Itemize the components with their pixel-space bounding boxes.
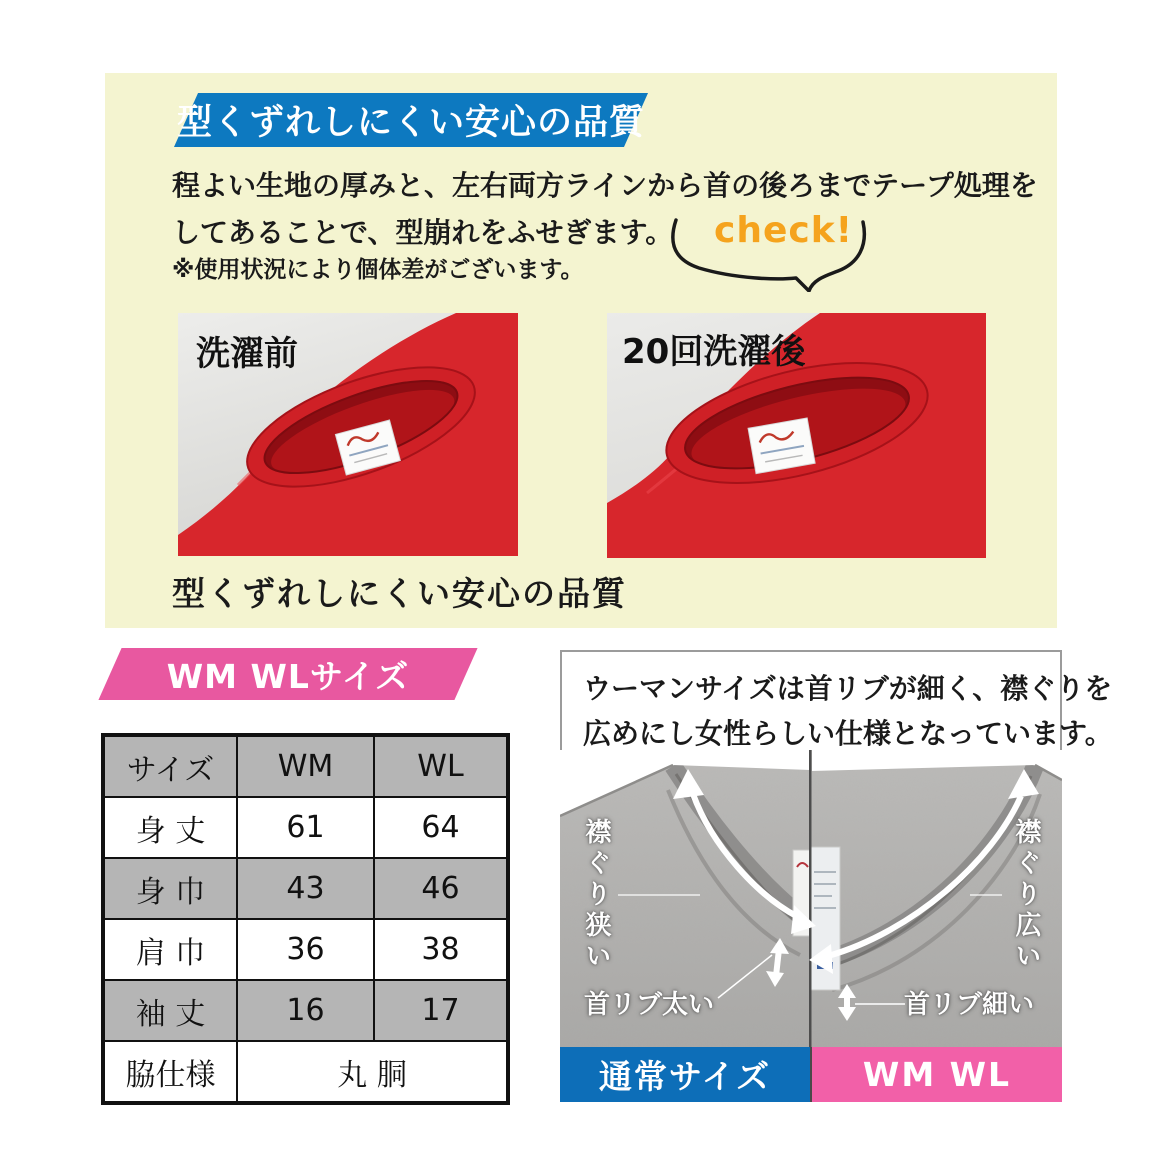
table-row <box>103 980 508 1041</box>
cell-wm: 36 <box>237 919 374 980</box>
table-footer-row <box>103 1041 508 1103</box>
cell-wl: 17 <box>374 980 508 1041</box>
rib-thick-label: 首リブ太い <box>584 990 715 1020</box>
cell-wm: 43 <box>237 858 374 919</box>
cell-wm: 16 <box>237 980 374 1041</box>
wm-wl-bar <box>810 1047 1062 1102</box>
col-header-size: サイズ <box>103 735 237 797</box>
table-row <box>103 797 508 858</box>
row-label: 脇仕様 <box>103 1041 237 1103</box>
cell-wl: 46 <box>374 858 508 919</box>
quality-banner-label: 型くずれしにくい安心の品質 <box>177 103 646 143</box>
normal-size-bar <box>560 1047 810 1102</box>
quality-banner <box>174 93 648 147</box>
normal-size-bar-label: 通常サイズ <box>598 1057 772 1096</box>
woman-size-panel <box>560 650 1113 1102</box>
quality-body-line2: してあることで、型崩れをふせぎます。 <box>172 216 674 249</box>
after-wash-label: 20回洗濯後 <box>622 332 806 372</box>
cell-wl: 38 <box>374 919 508 980</box>
quality-caption: 型くずれしにくい安心の品質 <box>172 574 627 613</box>
divider-line <box>809 750 812 1047</box>
check-label: check! <box>714 210 854 251</box>
size-banner-label: WM WLサイズ <box>166 656 410 696</box>
col-header-wm: WM <box>237 735 374 797</box>
table-row <box>103 919 508 980</box>
row-label: 身 巾 <box>103 858 237 919</box>
collar-wide-label: 襟ぐり広い <box>1011 818 1041 973</box>
cell-wl: 64 <box>374 797 508 858</box>
row-label: 袖 丈 <box>103 980 237 1041</box>
wm-wl-bar-label: WM WL <box>862 1055 1012 1094</box>
usage-note: ※使用状況により個体差がございます。 <box>172 257 584 283</box>
check-brace-icon <box>666 212 880 292</box>
rib-thin-label: 首リブ細い <box>904 990 1035 1020</box>
neck-tag-after <box>748 418 815 474</box>
table-header-row <box>103 735 508 797</box>
table-row <box>103 858 508 919</box>
row-label: 身 丈 <box>103 797 237 858</box>
quality-body-line1: 程よい生地の厚みと、左右両方ラインから首の後ろまでテープ処理を <box>172 169 1038 202</box>
row-label: 肩 巾 <box>103 919 237 980</box>
before-wash-label: 洗濯前 <box>196 334 298 374</box>
collar-narrow-label: 襟ぐり狭い <box>581 818 611 973</box>
cell-wm: 61 <box>237 797 374 858</box>
size-banner <box>98 648 477 700</box>
woman-size-desc-line1: ウーマンサイズは首リブが細く、襟ぐりを <box>583 672 1113 705</box>
col-header-wl: WL <box>374 735 508 797</box>
cell-side-spec: 丸 胴 <box>237 1041 508 1103</box>
size-table <box>101 733 510 1105</box>
woman-size-desc-line2: 広めにし女性らしい仕様となっています。 <box>583 717 1113 750</box>
